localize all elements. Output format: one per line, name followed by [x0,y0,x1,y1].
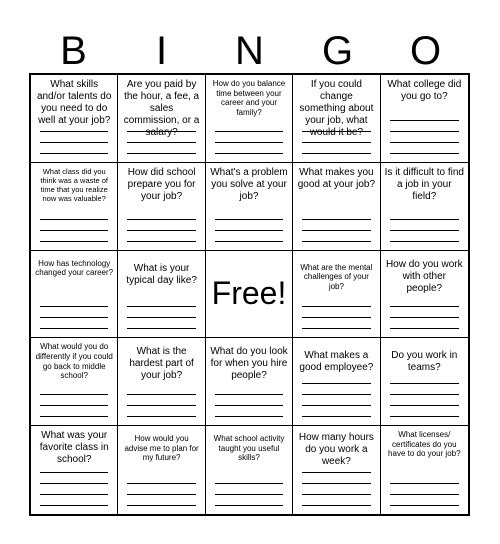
answer-lines [215,473,283,506]
answer-lines [40,121,108,154]
answer-lines [215,121,283,154]
answer-lines [302,296,370,329]
cell-question: What class did you think was a waste of time that you realize now was valuable? [40,166,108,203]
bingo-grid [29,73,470,516]
answer-lines [390,209,459,242]
bingo-cell[interactable] [381,251,468,339]
header-letter-b: B [60,29,88,73]
answer-lines [390,473,459,506]
bingo-cell[interactable] [293,426,380,514]
bingo-cell[interactable] [31,251,118,339]
bingo-cell[interactable] [381,75,468,163]
bingo-cell[interactable] [31,426,118,514]
answer-lines [390,296,459,329]
bingo-cell[interactable] [206,75,293,163]
bingo-header [30,28,470,74]
bingo-cell[interactable] [206,338,293,426]
bingo-cell[interactable] [381,163,468,251]
bingo-cell[interactable] [118,163,205,251]
cell-question: How do you work with other people? [385,258,463,294]
cell-question: What licenses/ certificates do you have to do your job? [388,430,461,459]
answer-lines [127,209,195,242]
answer-lines [302,209,370,242]
answer-lines [127,121,195,154]
cell-question: What makes you good at your job? [297,166,376,190]
cell-question: What school activity taught you useful skills? [213,434,285,463]
answer-lines [215,384,283,417]
cell-question: What college did you go to? [387,79,462,102]
answer-lines [127,296,195,329]
answer-lines [302,373,370,417]
answer-lines [215,209,283,242]
cell-question: Do you work in teams? [391,350,458,374]
cell-question: How did school prepare you for your job? [127,166,196,202]
cell-question: What do you look for when you hire people? [210,346,288,382]
bingo-cell[interactable] [206,426,293,514]
cell-question: How do you balance time between your career and your family? [212,79,286,117]
answer-lines [40,462,108,506]
bingo-cell[interactable] [293,251,380,339]
bingo-cell[interactable] [293,338,380,426]
bingo-cell[interactable] [381,426,468,514]
answer-lines [302,462,370,506]
header-letter-g: G [321,29,355,73]
header-letter-i: I [155,29,169,73]
cell-question: What are the mental challenges of your job? [300,262,373,291]
cell-question: What is the hardest part of your job? [129,346,194,382]
cell-question: Is it difficult to find a job in your field? [384,166,464,202]
cell-question: What would you do differently if you could go back to middle school? [35,342,113,381]
cell-question: What's a problem you solve at your job? [210,166,288,202]
header-letter-o: O [409,29,443,73]
answer-lines [40,296,108,329]
bingo-cell[interactable] [31,338,118,426]
answer-lines [302,121,370,154]
answer-lines [390,110,459,154]
bingo-cell[interactable] [31,163,118,251]
bingo-cell[interactable] [31,75,118,163]
bingo-cell[interactable] [118,75,205,163]
cell-question: Are you paid by the hour, a fee, a sales commission, or a salary? [123,79,200,138]
bingo-cell[interactable] [293,75,380,163]
answer-lines [390,373,459,417]
bingo-cell[interactable] [118,338,205,426]
answer-lines [40,209,108,242]
cell-question: How many hours do you work a week? [298,432,374,468]
free-space[interactable] [206,251,293,339]
answer-lines [127,473,195,506]
cell-question: If you could change something about your job, what would it be? [299,79,374,138]
bingo-cell[interactable] [381,338,468,426]
bingo-cell[interactable] [206,163,293,251]
bingo-cell[interactable] [118,426,205,514]
free-space-label: Free! [211,275,287,312]
answer-lines [127,384,195,417]
header-letter-n: N [235,29,265,73]
bingo-cell[interactable] [293,163,380,251]
cell-question: What makes a good employee? [299,350,374,374]
cell-question: What skills and/or talents do you need to do well at your job? [36,79,112,126]
cell-question: What is your typical day like? [126,262,197,286]
answer-lines [40,384,108,417]
cell-question: How has technology changed your career? [35,258,114,278]
cell-question: What was your favorite class in school? [39,430,109,466]
cell-question: How would you advise me to plan for my future? [124,434,199,463]
bingo-cell[interactable] [118,251,205,339]
